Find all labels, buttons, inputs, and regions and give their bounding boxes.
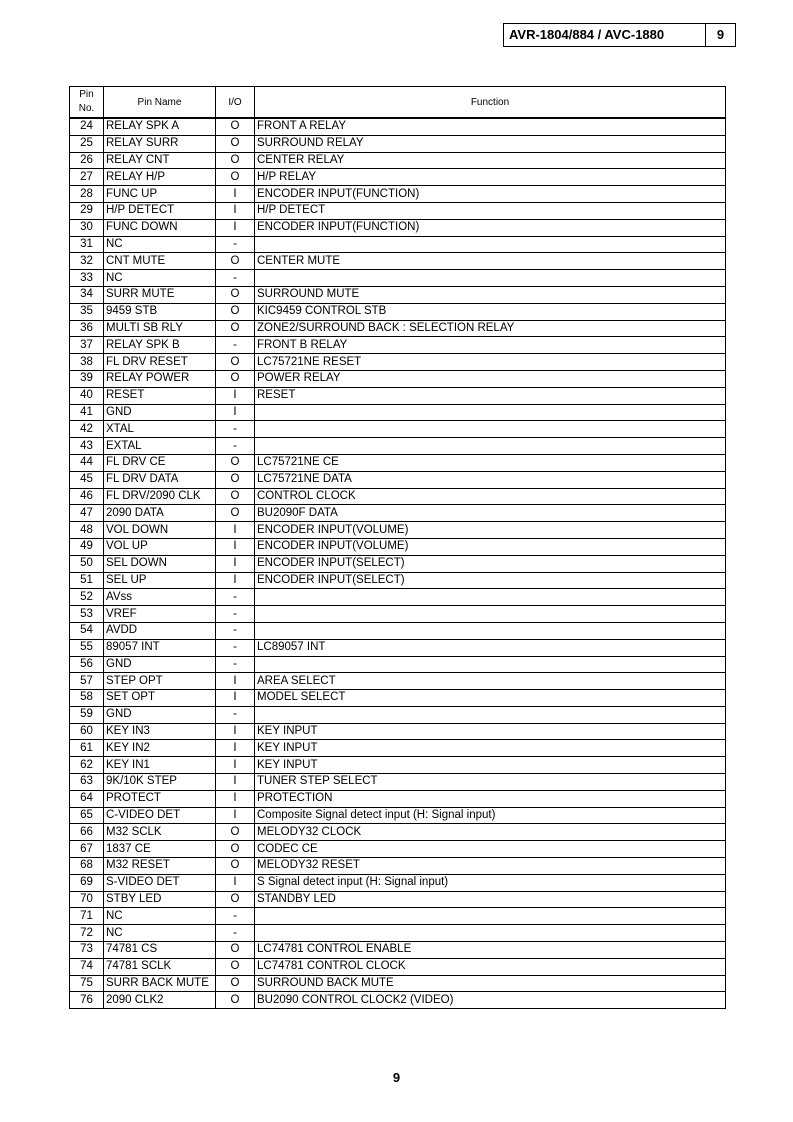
io-cell: O: [216, 942, 255, 959]
function-cell: H/P DETECT: [255, 202, 726, 219]
table-row: [70, 303, 726, 320]
function-cell: FRONT A RELAY: [255, 118, 726, 135]
io-cell: -: [216, 421, 255, 438]
pin-number-cell: 64: [70, 790, 104, 807]
function-cell: TUNER STEP SELECT: [255, 774, 726, 791]
io-cell: I: [216, 387, 255, 404]
table-row: [70, 757, 726, 774]
pin-name-cell: EXTAL: [104, 438, 216, 455]
io-cell: -: [216, 236, 255, 253]
function-cell: [255, 421, 726, 438]
function-cell: AREA SELECT: [255, 673, 726, 690]
pin-number-cell: 71: [70, 908, 104, 925]
pin-name-cell: MULTI SB RLY: [104, 320, 216, 337]
io-cell: O: [216, 841, 255, 858]
pin-name-cell: SURR BACK MUTE: [104, 975, 216, 992]
table-row: [70, 858, 726, 875]
table-row: [70, 202, 726, 219]
table-row: [70, 656, 726, 673]
function-cell: [255, 404, 726, 421]
pin-number-cell: 25: [70, 135, 104, 152]
io-cell: I: [216, 186, 255, 203]
pin-number-cell: 46: [70, 488, 104, 505]
pin-name-cell: NC: [104, 270, 216, 287]
io-cell: -: [216, 438, 255, 455]
pin-number-cell: 50: [70, 555, 104, 572]
io-cell: -: [216, 337, 255, 354]
pin-name-cell: NC: [104, 925, 216, 942]
function-cell: LC74781 CONTROL CLOCK: [255, 958, 726, 975]
pin-name-cell: RELAY CNT: [104, 152, 216, 169]
table-row: [70, 874, 726, 891]
function-cell: STANDBY LED: [255, 891, 726, 908]
table-row: [70, 320, 726, 337]
pin-name-cell: FL DRV RESET: [104, 354, 216, 371]
table-row: [70, 186, 726, 203]
function-cell: H/P RELAY: [255, 169, 726, 186]
table-row: [70, 690, 726, 707]
pin-name-cell: SEL UP: [104, 572, 216, 589]
pin-number-cell: 52: [70, 589, 104, 606]
table-row: [70, 354, 726, 371]
table-row: [70, 925, 726, 942]
footer-page-number: 9: [392, 1070, 401, 1085]
table-row: [70, 337, 726, 354]
io-cell: -: [216, 908, 255, 925]
function-cell: [255, 656, 726, 673]
io-cell: -: [216, 622, 255, 639]
pin-name-cell: VOL UP: [104, 538, 216, 555]
function-cell: [255, 589, 726, 606]
pin-number-cell: 27: [70, 169, 104, 186]
pin-name-cell: SEL DOWN: [104, 555, 216, 572]
io-cell: O: [216, 488, 255, 505]
pin-number-cell: 55: [70, 639, 104, 656]
function-cell: MELODY32 CLOCK: [255, 824, 726, 841]
table-row: [70, 135, 726, 152]
pin-name-cell: SET OPT: [104, 690, 216, 707]
function-cell: ENCODER INPUT(FUNCTION): [255, 186, 726, 203]
pin-name-cell: 9K/10K STEP: [104, 774, 216, 791]
table-row: [70, 790, 726, 807]
table-row: [70, 236, 726, 253]
pin-number-cell: 28: [70, 186, 104, 203]
function-cell: POWER RELAY: [255, 370, 726, 387]
pin-number-cell: 43: [70, 438, 104, 455]
table-row: [70, 908, 726, 925]
table-row: [70, 807, 726, 824]
table-row: [70, 622, 726, 639]
function-cell: [255, 908, 726, 925]
function-cell: CENTER RELAY: [255, 152, 726, 169]
pin-number-cell: 36: [70, 320, 104, 337]
io-cell: O: [216, 253, 255, 270]
header-box: [503, 23, 736, 47]
io-cell: I: [216, 522, 255, 539]
table-row: [70, 488, 726, 505]
pin-number-cell: 57: [70, 673, 104, 690]
pin-number-cell: 74: [70, 958, 104, 975]
pin-number-cell: 54: [70, 622, 104, 639]
pin-header-line1: Pin: [79, 89, 94, 100]
io-cell: O: [216, 152, 255, 169]
pin-number-cell: 62: [70, 757, 104, 774]
table-row: [70, 270, 726, 287]
pin-number-cell: 75: [70, 975, 104, 992]
table-row: [70, 522, 726, 539]
pin-number-cell: 58: [70, 690, 104, 707]
function-cell: CODEC CE: [255, 841, 726, 858]
function-cell: SURROUND MUTE: [255, 286, 726, 303]
pin-name-cell: H/P DETECT: [104, 202, 216, 219]
pin-number-cell: 67: [70, 841, 104, 858]
pin-number-cell: 76: [70, 992, 104, 1009]
pin-number-cell: 72: [70, 925, 104, 942]
io-cell: O: [216, 992, 255, 1009]
table-row: [70, 891, 726, 908]
pin-number-cell: 42: [70, 421, 104, 438]
table-body: [70, 118, 726, 1009]
table-row: [70, 572, 726, 589]
function-cell: LC74781 CONTROL ENABLE: [255, 942, 726, 959]
io-cell: O: [216, 505, 255, 522]
function-cell: Composite Signal detect input (H: Signal input): [255, 807, 726, 824]
table-row: [70, 438, 726, 455]
table-row: [70, 975, 726, 992]
table-row: [70, 673, 726, 690]
io-cell: I: [216, 572, 255, 589]
pin-name-cell: FUNC UP: [104, 186, 216, 203]
table-row: [70, 958, 726, 975]
function-cell: LC89057 INT: [255, 639, 726, 656]
table-row: [70, 639, 726, 656]
function-cell: S Signal detect input (H: Signal input): [255, 874, 726, 891]
pin-name-cell: 74781 CS: [104, 942, 216, 959]
pin-number-cell: 56: [70, 656, 104, 673]
pin-number-cell: 66: [70, 824, 104, 841]
table-row: [70, 286, 726, 303]
io-cell: -: [216, 270, 255, 287]
pin-number-cell: 31: [70, 236, 104, 253]
pin-name-cell: CNT MUTE: [104, 253, 216, 270]
pin-name-cell: XTAL: [104, 421, 216, 438]
function-cell: ENCODER INPUT(VOLUME): [255, 522, 726, 539]
table-row: [70, 169, 726, 186]
function-header: Function: [255, 87, 726, 119]
pin-number-cell: 70: [70, 891, 104, 908]
pin-number-cell: 53: [70, 606, 104, 623]
pin-name-cell: GND: [104, 656, 216, 673]
io-cell: O: [216, 891, 255, 908]
function-cell: FRONT B RELAY: [255, 337, 726, 354]
function-cell: PROTECTION: [255, 790, 726, 807]
io-cell: O: [216, 135, 255, 152]
pin-number-cell: 37: [70, 337, 104, 354]
io-cell: I: [216, 790, 255, 807]
pin-name-cell: C-VIDEO DET: [104, 807, 216, 824]
io-cell: -: [216, 656, 255, 673]
pin-number-cell: 41: [70, 404, 104, 421]
table-row: [70, 555, 726, 572]
pin-name-cell: FL DRV DATA: [104, 471, 216, 488]
pin-number-cell: 34: [70, 286, 104, 303]
pin-number-cell: 29: [70, 202, 104, 219]
io-cell: -: [216, 589, 255, 606]
pin-number-cell: 33: [70, 270, 104, 287]
pin-number-cell: 60: [70, 723, 104, 740]
function-cell: LC75721NE DATA: [255, 471, 726, 488]
pin-name-cell: 1837 CE: [104, 841, 216, 858]
pin-name-cell: FUNC DOWN: [104, 219, 216, 236]
io-cell: O: [216, 824, 255, 841]
table-row: [70, 370, 726, 387]
table-row: [70, 589, 726, 606]
pin-number-cell: 24: [70, 118, 104, 135]
io-cell: -: [216, 706, 255, 723]
function-cell: [255, 606, 726, 623]
io-cell: O: [216, 958, 255, 975]
pin-number-cell: 68: [70, 858, 104, 875]
function-cell: LC75721NE RESET: [255, 354, 726, 371]
pin-number-cell: 35: [70, 303, 104, 320]
pin-name-cell: 74781 SCLK: [104, 958, 216, 975]
pin-name-cell: 2090 DATA: [104, 505, 216, 522]
function-cell: KEY INPUT: [255, 723, 726, 740]
function-cell: [255, 236, 726, 253]
pin-number-cell: 47: [70, 505, 104, 522]
pin-number-cell: 32: [70, 253, 104, 270]
pin-name-cell: STBY LED: [104, 891, 216, 908]
pin-number-cell: 38: [70, 354, 104, 371]
pin-number-cell: 30: [70, 219, 104, 236]
table-row: [70, 723, 726, 740]
function-cell: [255, 706, 726, 723]
pin-number-cell: 26: [70, 152, 104, 169]
function-cell: KEY INPUT: [255, 740, 726, 757]
io-cell: O: [216, 370, 255, 387]
table-row: [70, 505, 726, 522]
pin-number-cell: 61: [70, 740, 104, 757]
table-header-row: [70, 87, 726, 119]
header-page-number: 9: [705, 24, 735, 46]
pin-name-cell: AVDD: [104, 622, 216, 639]
function-cell: CONTROL CLOCK: [255, 488, 726, 505]
function-cell: [255, 925, 726, 942]
io-cell: O: [216, 454, 255, 471]
table-row: [70, 219, 726, 236]
io-cell: O: [216, 303, 255, 320]
pin-name-cell: KEY IN3: [104, 723, 216, 740]
function-cell: [255, 622, 726, 639]
pin-name-cell: VREF: [104, 606, 216, 623]
io-cell: O: [216, 471, 255, 488]
function-cell: ZONE2/SURROUND BACK : SELECTION RELAY: [255, 320, 726, 337]
pin-number-cell: 63: [70, 774, 104, 791]
io-cell: -: [216, 639, 255, 656]
table-row: [70, 471, 726, 488]
pin-name-cell: SURR MUTE: [104, 286, 216, 303]
io-cell: I: [216, 774, 255, 791]
table-row: [70, 942, 726, 959]
io-cell: O: [216, 858, 255, 875]
pin-name-cell: RELAY SPK B: [104, 337, 216, 354]
table-row: [70, 421, 726, 438]
document-title: AVR-1804/884 / AVC-1880: [509, 27, 665, 42]
function-cell: ENCODER INPUT(VOLUME): [255, 538, 726, 555]
pin-name-cell: FL DRV/2090 CLK: [104, 488, 216, 505]
io-cell: O: [216, 118, 255, 135]
function-cell: ENCODER INPUT(SELECT): [255, 555, 726, 572]
pin-name-cell: RELAY POWER: [104, 370, 216, 387]
pin-number-cell: 48: [70, 522, 104, 539]
io-cell: O: [216, 354, 255, 371]
function-cell: BU2090F DATA: [255, 505, 726, 522]
pin-name-cell: RELAY H/P: [104, 169, 216, 186]
pin-name-cell: AVss: [104, 589, 216, 606]
function-cell: ENCODER INPUT(FUNCTION): [255, 219, 726, 236]
function-cell: SURROUND RELAY: [255, 135, 726, 152]
pin-number-cell: 39: [70, 370, 104, 387]
pin-number-cell: 40: [70, 387, 104, 404]
pin-number-cell: 73: [70, 942, 104, 959]
table-row: [70, 538, 726, 555]
pin-number-cell: 51: [70, 572, 104, 589]
table-row: [70, 606, 726, 623]
function-cell: CENTER MUTE: [255, 253, 726, 270]
pin-name-cell: M32 SCLK: [104, 824, 216, 841]
function-cell: LC75721NE CE: [255, 454, 726, 471]
table-row: [70, 253, 726, 270]
function-cell: [255, 438, 726, 455]
table-row: [70, 824, 726, 841]
table-row: [70, 454, 726, 471]
table-row: [70, 740, 726, 757]
pin-name-cell: 89057 INT: [104, 639, 216, 656]
pin-name-cell: VOL DOWN: [104, 522, 216, 539]
io-cell: O: [216, 286, 255, 303]
io-cell: I: [216, 219, 255, 236]
pin-number-cell: 65: [70, 807, 104, 824]
io-cell: I: [216, 555, 255, 572]
function-cell: KEY INPUT: [255, 757, 726, 774]
io-cell: O: [216, 169, 255, 186]
table-row: [70, 152, 726, 169]
table-row: [70, 387, 726, 404]
io-cell: I: [216, 757, 255, 774]
table-row: [70, 706, 726, 723]
pin-function-table: [69, 86, 726, 1009]
pin-number-cell: 49: [70, 538, 104, 555]
pin-number-cell: 59: [70, 706, 104, 723]
pin-name-cell: GND: [104, 706, 216, 723]
pin-name-cell: NC: [104, 236, 216, 253]
function-cell: [255, 270, 726, 287]
table-row: [70, 118, 726, 135]
pin-name-cell: NC: [104, 908, 216, 925]
pin-name-header: Pin Name: [104, 87, 216, 119]
table-row: [70, 404, 726, 421]
pin-name-cell: S-VIDEO DET: [104, 874, 216, 891]
io-cell: O: [216, 975, 255, 992]
function-cell: MELODY32 RESET: [255, 858, 726, 875]
io-cell: -: [216, 606, 255, 623]
pin-name-cell: FL DRV CE: [104, 454, 216, 471]
io-cell: I: [216, 404, 255, 421]
pin-name-cell: STEP OPT: [104, 673, 216, 690]
pin-name-cell: PROTECT: [104, 790, 216, 807]
pin-number-cell: 69: [70, 874, 104, 891]
io-cell: I: [216, 673, 255, 690]
table-row: [70, 992, 726, 1009]
io-header: I/O: [216, 87, 255, 119]
pin-header-line2: No.: [78, 103, 95, 114]
function-cell: KIC9459 CONTROL STB: [255, 303, 726, 320]
function-cell: MODEL SELECT: [255, 690, 726, 707]
io-cell: I: [216, 807, 255, 824]
io-cell: I: [216, 723, 255, 740]
table-row: [70, 774, 726, 791]
io-cell: I: [216, 874, 255, 891]
io-cell: -: [216, 925, 255, 942]
table-row: [70, 841, 726, 858]
io-cell: I: [216, 690, 255, 707]
pin-name-cell: 2090 CLK2: [104, 992, 216, 1009]
pin-name-cell: 9459 STB: [104, 303, 216, 320]
pin-number-header: [70, 87, 104, 119]
function-cell: BU2090 CONTROL CLOCK2 (VIDEO): [255, 992, 726, 1009]
pin-name-cell: KEY IN2: [104, 740, 216, 757]
pin-name-cell: RELAY SURR: [104, 135, 216, 152]
pin-number-cell: 44: [70, 454, 104, 471]
function-cell: ENCODER INPUT(SELECT): [255, 572, 726, 589]
pin-name-cell: M32 RESET: [104, 858, 216, 875]
io-cell: I: [216, 202, 255, 219]
io-cell: O: [216, 320, 255, 337]
io-cell: I: [216, 538, 255, 555]
pin-name-cell: KEY IN1: [104, 757, 216, 774]
pin-number-cell: 45: [70, 471, 104, 488]
io-cell: I: [216, 740, 255, 757]
pin-name-cell: GND: [104, 404, 216, 421]
pin-name-cell: RESET: [104, 387, 216, 404]
pin-name-cell: RELAY SPK A: [104, 118, 216, 135]
function-cell: SURROUND BACK MUTE: [255, 975, 726, 992]
function-cell: RESET: [255, 387, 726, 404]
